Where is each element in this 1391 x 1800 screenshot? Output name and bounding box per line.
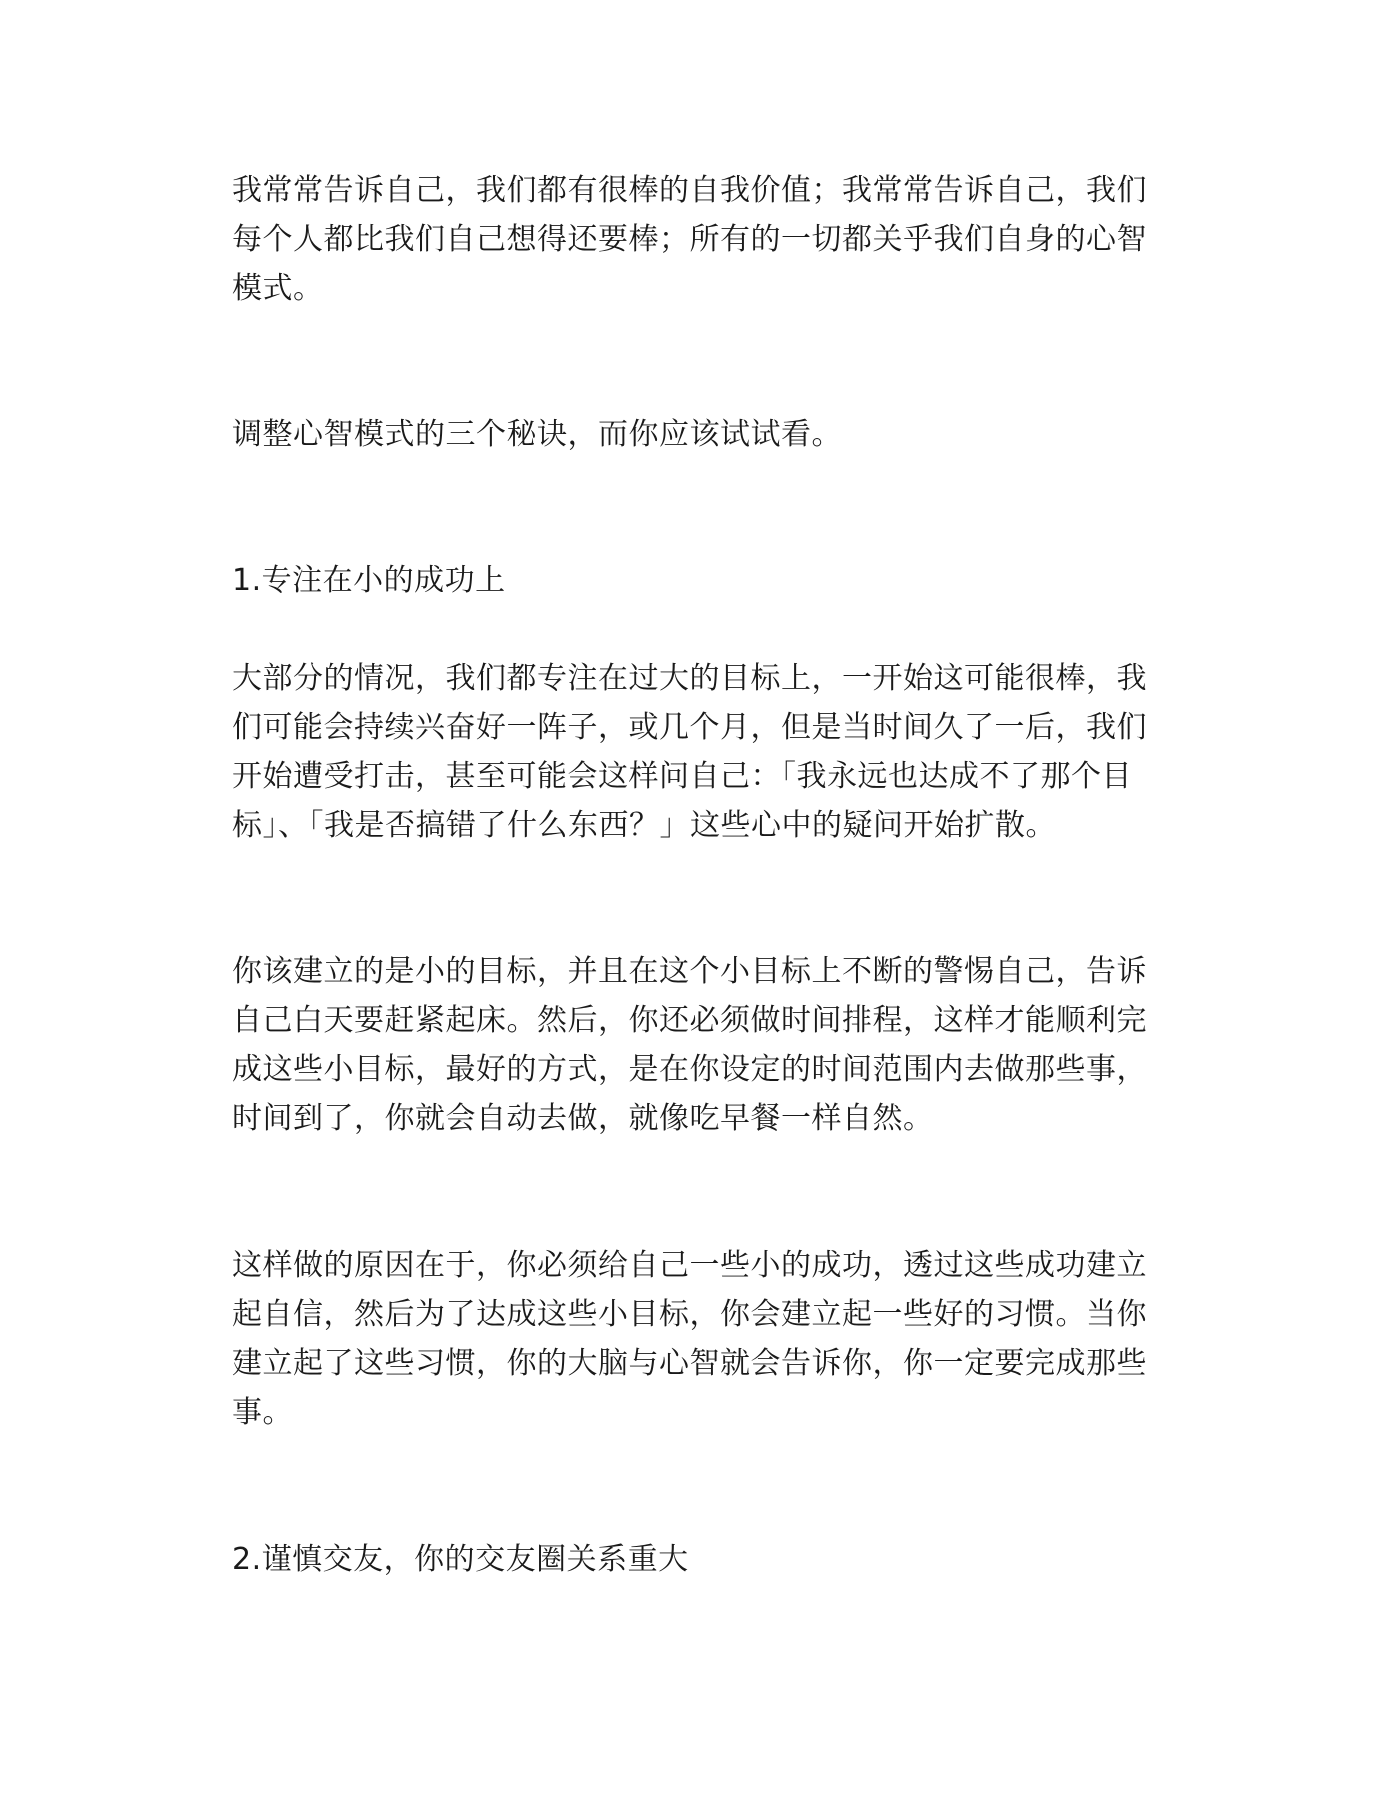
secrets-intro-paragraph: 调整心智模式的三个秘诀，而你应该试试看。: [232, 417, 842, 452]
intro-paragraph: 我常常告诉自己，我们都有很棒的自我价值；我常常告诉自己，我们每个人都比我们自己想得还要棒；所有的一切都关乎我们自身的心智模式。: [232, 173, 1147, 306]
body-paragraph: 大部分的情况，我们都专注在过大的目标上，一开始这可能很棒，我们可能会持续兴奋好一阵子，或几个月，但是当时间久了一后，我们开始遭受打击，甚至可能会这样问自己：「我永远也达成不了那个目标」、「我是否搞错了什么东西？」这些心中的疑问开始扩散。: [232, 661, 1147, 843]
body-paragraph: 这样做的原因在于，你必须给自己一些小的成功，透过这些成功建立起自信，然后为了达成这些小目标，你会建立起一些好的习惯。当你建立起了这些习惯，你的大脑与心智就会告诉你，你一定要完成那些事。: [232, 1248, 1147, 1430]
section-heading-1: 1.专注在小的成功上: [232, 563, 506, 598]
body-paragraph: 你该建立的是小的目标，并且在这个小目标上不断的警惕自己，告诉自己白天要赶紧起床。然后，你还必须做时间排程，这样才能顺利完成这些小目标，最好的方式，是在你设定的时间范围内去做那些事，时间到了，你就会自动去做，就像吃早餐一样自然。: [232, 954, 1147, 1136]
section-heading-2: 2.谨慎交友，你的交友圈关系重大: [232, 1542, 689, 1577]
